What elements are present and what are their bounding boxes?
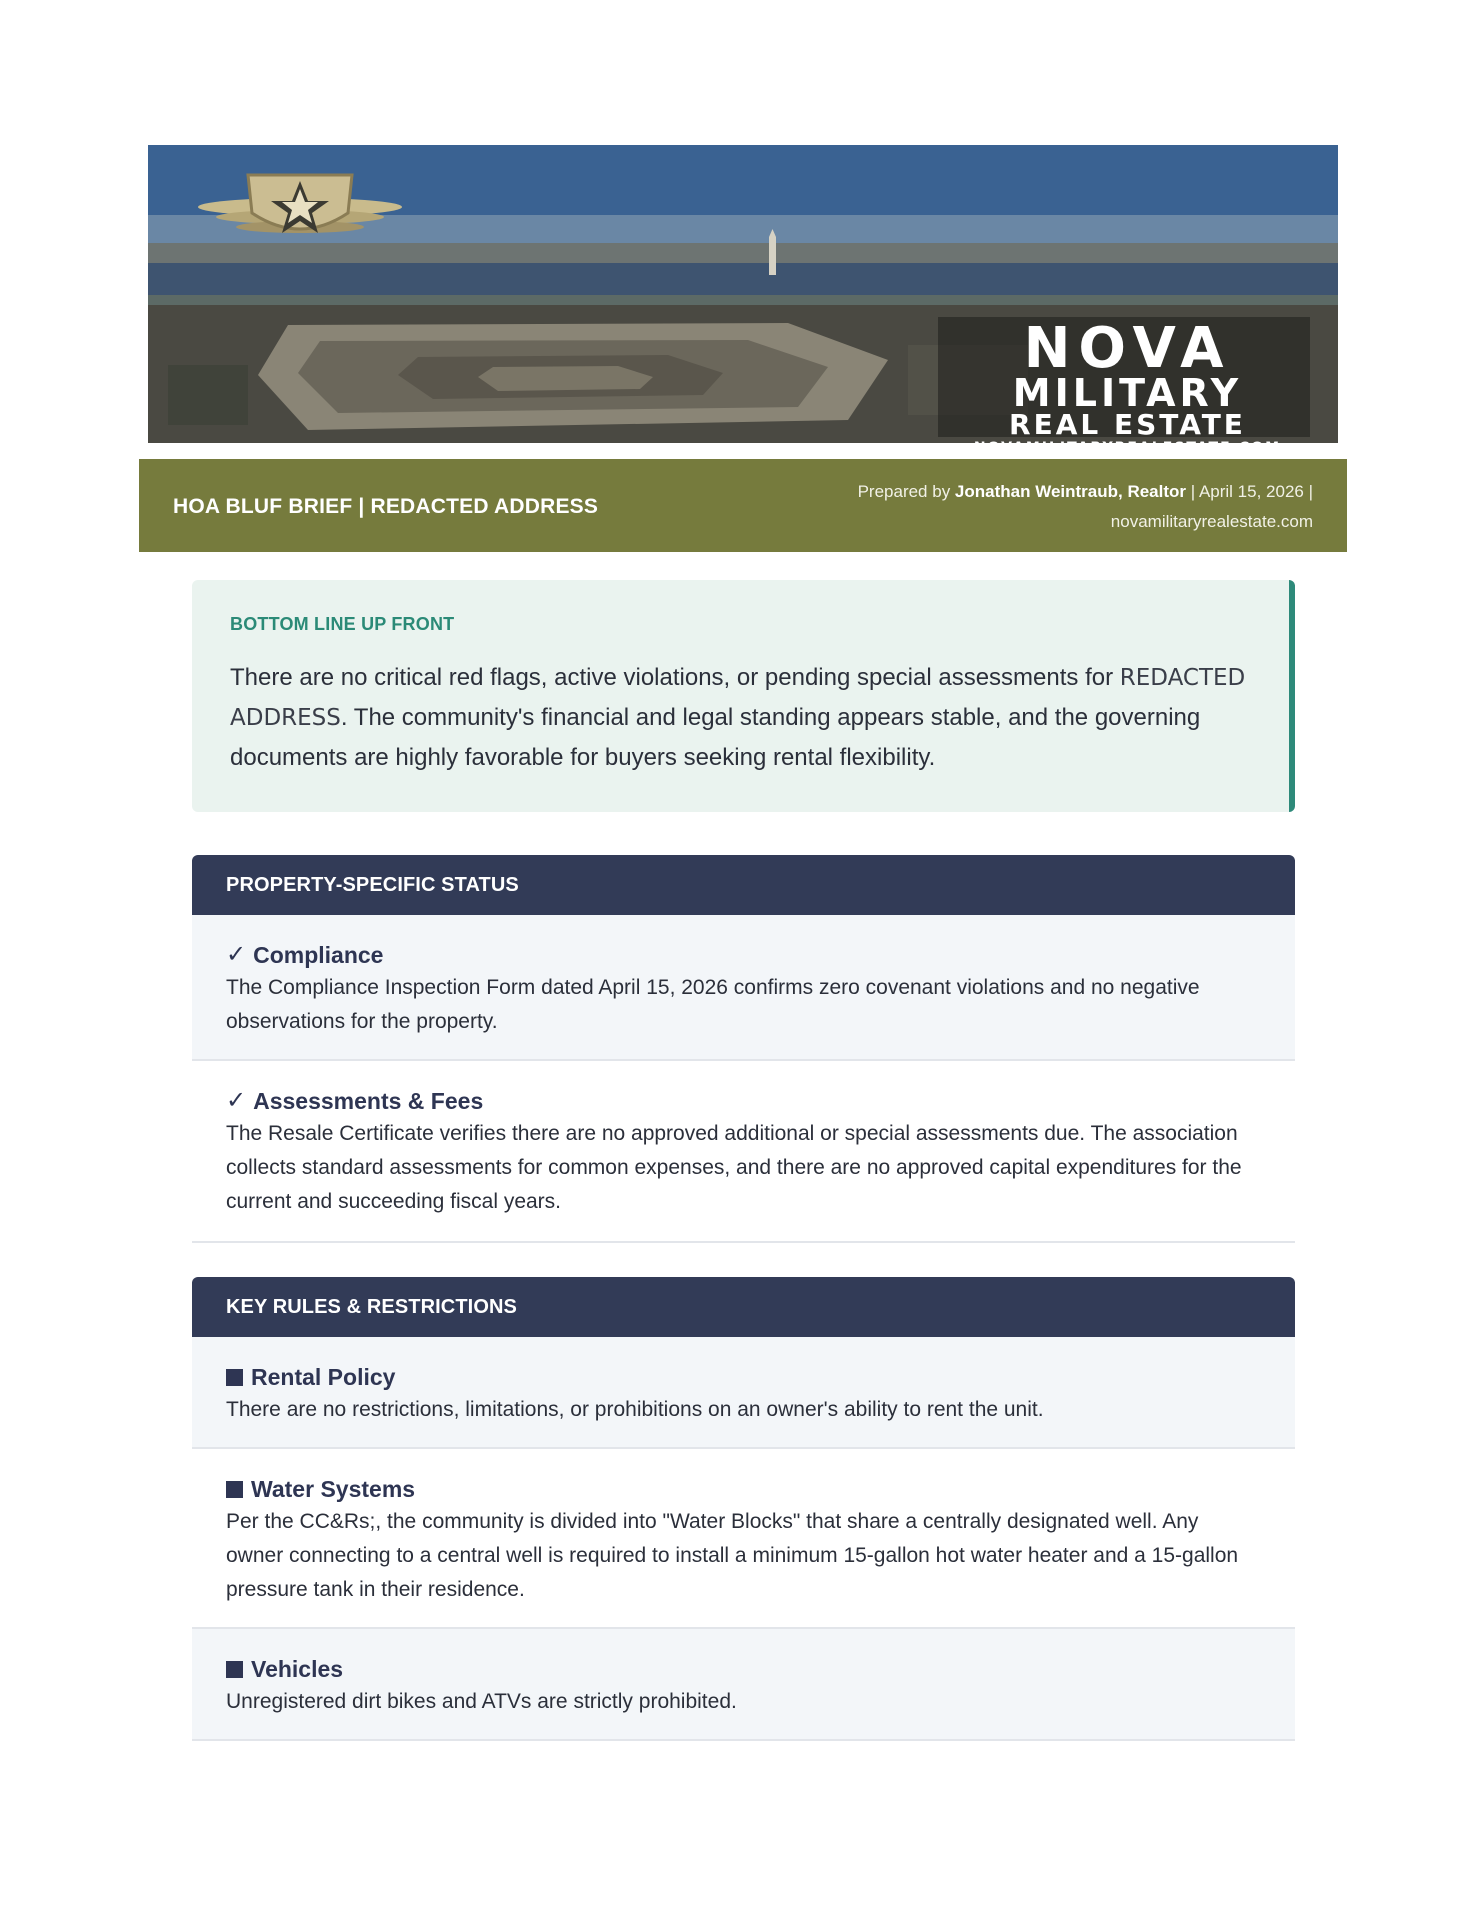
rules-section xyxy=(192,1277,1295,1741)
bluf-callout xyxy=(192,580,1295,812)
title-bar xyxy=(139,459,1347,552)
item-title-text: Assessments & Fees xyxy=(253,1088,484,1114)
item-text: Per the CC&Rs;, the community is divided into "Water Blocks" that share a centrally designated well. Any owner connecting to a central well is required to install a minimum 15-gallon hot water heater and a 15-gallon pressure tank in their residence. xyxy=(226,1510,1239,1601)
item-title xyxy=(226,1475,1261,1503)
bluf-body xyxy=(230,658,1260,777)
prepared-prefix: Prepared by xyxy=(857,482,955,501)
brand-line-real-estate: REAL ESTATE xyxy=(1009,408,1246,441)
bluf-redacted-address: REDACTED ADDRESS xyxy=(230,665,1246,731)
brand-wordmark xyxy=(945,316,1310,457)
website-link[interactable]: novamilitaryrealestate.com xyxy=(1110,512,1313,531)
item-text: Unregistered dirt bikes and ATVs are strictly prohibited. xyxy=(226,1690,737,1713)
bluf-text-2: . The community's financial and legal standing appears stable, and the governing documents are highly favorable for buyers seeking rental flexibility. xyxy=(230,704,1201,771)
brand-url: NOVAMILITARYREALESTATE.COM xyxy=(973,440,1282,456)
brand-line-military: MILITARY xyxy=(1012,371,1243,415)
bluf-heading: BOTTOM LINE UP FRONT xyxy=(230,614,455,634)
item-title xyxy=(226,941,1261,969)
item-title-text: Vehicles xyxy=(251,1656,344,1682)
square-bullet-icon xyxy=(226,1481,243,1498)
item-text: There are no restrictions, limitations, or prohibitions on an owner's ability to rent the unit. xyxy=(226,1398,1044,1421)
header-banner-image xyxy=(148,145,1338,456)
rule-item-vehicles xyxy=(192,1629,1295,1741)
document-title: HOA BLUF BRIEF | REDACTED ADDRESS xyxy=(173,495,599,518)
status-item-compliance xyxy=(192,915,1295,1061)
item-title xyxy=(226,1363,1261,1391)
item-title-text: Rental Policy xyxy=(251,1364,396,1390)
item-title xyxy=(226,1087,1261,1115)
section-heading: KEY RULES & RESTRICTIONS xyxy=(192,1277,1295,1337)
property-status-section xyxy=(192,855,1295,1243)
item-title xyxy=(226,1655,1261,1683)
checkmark-icon: ✓ xyxy=(226,1087,247,1114)
item-text: The Resale Certificate verifies there are no approved additional or special assessments due. The association collects standard assessments for common expenses, and there are no approved capital expenditures for the current and succeeding fiscal years. xyxy=(226,1122,1242,1213)
brand-line-nova: NOVA xyxy=(1023,316,1232,381)
preparer-name: Jonathan Weintraub, Realtor xyxy=(954,482,1187,501)
bluf-text-1: There are no critical red flags, active violations, or pending special assessments for xyxy=(230,664,1120,691)
square-bullet-icon xyxy=(226,1369,243,1386)
square-bullet-icon xyxy=(226,1661,243,1678)
prepared-by-meta xyxy=(753,477,1313,537)
item-title-text: Compliance xyxy=(253,942,384,968)
rule-item-water xyxy=(192,1449,1295,1629)
checkmark-icon: ✓ xyxy=(226,941,247,968)
item-title-text: Water Systems xyxy=(251,1476,416,1502)
item-text: The Compliance Inspection Form dated April 15, 2026 confirms zero covenant violations and no negative observations for the property. xyxy=(226,976,1200,1033)
prepared-date: | April 15, 2026 | xyxy=(1186,482,1313,501)
section-heading: PROPERTY-SPECIFIC STATUS xyxy=(192,855,1295,915)
rule-item-rental xyxy=(192,1337,1295,1449)
status-item-assessments xyxy=(192,1061,1295,1243)
